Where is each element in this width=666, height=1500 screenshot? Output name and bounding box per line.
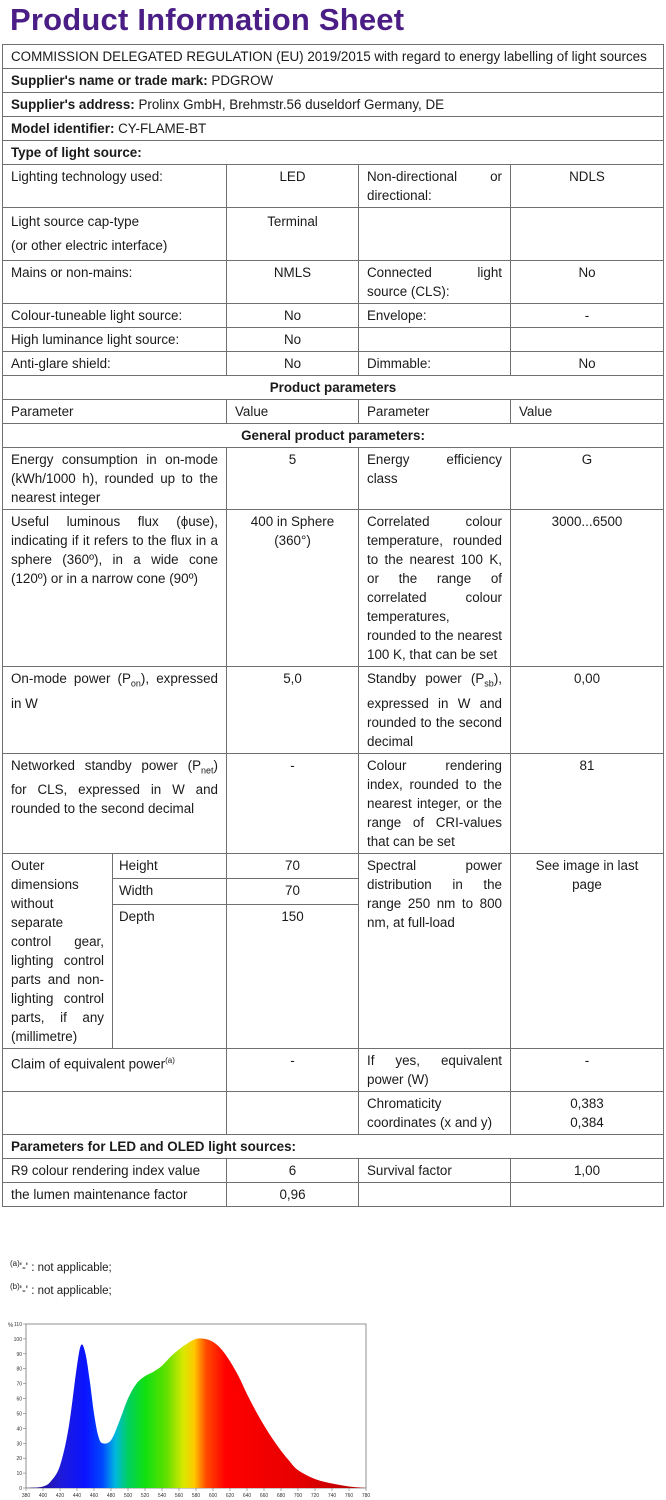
x-tick-label: 640	[242, 1493, 252, 1499]
r9-label: R9 colour rendering index value	[3, 1158, 227, 1182]
survival-value: 1,00	[511, 1158, 664, 1182]
x-tick-label: 740	[327, 1493, 337, 1499]
pon-label: On-mode power $(P_{on})$, expressed in W	[3, 667, 227, 754]
model-value: CY-FLAME-BT	[118, 121, 207, 136]
y-axis-label: %	[8, 1323, 14, 1329]
y-tick-label: 50	[16, 1411, 22, 1418]
eclass-label: Energy efficiency class	[359, 448, 511, 510]
footnote-b	[10, 1282, 112, 1297]
cls-label: Connected light source (CLS):	[359, 261, 511, 304]
cap-label: Light source cap-type	[11, 214, 140, 229]
glare-label: Anti-glare shield:	[3, 352, 227, 376]
cri-label: Colour rendering index, rounded to the nearest integer, or the range of CRI-values that can be set	[359, 753, 511, 853]
claim-row	[3, 1048, 664, 1091]
supplier-label: Supplier's name or trade mark:	[11, 73, 208, 88]
mains-label: Mains or non-mains:	[3, 261, 227, 304]
tech-label: Lighting technology used:	[3, 165, 227, 208]
col-value-2: Value	[511, 400, 664, 424]
column-header-row	[3, 400, 664, 424]
supplier-value: PDGROW	[211, 73, 274, 88]
address-row	[3, 93, 664, 117]
product-parameters-row	[3, 376, 664, 400]
mains-value: NMLS	[227, 261, 359, 304]
x-tick-label: 680	[276, 1493, 286, 1499]
pnet-label: Networked standby power $(P_{net})$ for CLS, expressed in W and rounded to the second decimal	[3, 753, 227, 853]
env-value: -	[511, 304, 664, 328]
env-label: Envelope:	[359, 304, 511, 328]
page-title: Product Information Sheet	[10, 2, 405, 37]
x-tick-label: 500	[123, 1493, 133, 1499]
y-tick-label: 60	[16, 1396, 22, 1403]
eclass-value: G	[511, 448, 664, 510]
spd-label: Spectral power distribution in the range 250 nm to 800 nm, at full-load	[359, 853, 511, 1048]
footnote-a	[10, 1259, 112, 1274]
tune-row	[3, 304, 664, 328]
y-tick-label: 100	[13, 1336, 22, 1343]
flux-label: Useful luminous flux (ϕuse), indicating if it refers to the flux in a sphere (360º), in a wide cone (120º) or in a narrow cone (90º)	[3, 510, 227, 667]
flux-row	[3, 510, 664, 667]
depth-label: Depth	[113, 904, 227, 1048]
x-tick-label: 780	[361, 1493, 371, 1499]
dir-value: NDLS	[511, 165, 664, 208]
chroma-x: 0,383	[570, 1095, 604, 1111]
x-tick-label: 440	[72, 1493, 82, 1499]
x-tick-label: 380	[21, 1493, 31, 1499]
model-row	[3, 117, 664, 141]
y-tick-label: 70	[16, 1381, 22, 1388]
r9-value: 6	[227, 1158, 359, 1182]
chroma-value	[511, 1091, 664, 1134]
cap-value: Terminal	[227, 208, 359, 261]
product-info-table	[2, 44, 664, 1207]
footnote-b-mark: (b)	[10, 1282, 20, 1291]
pnet-value: -	[227, 753, 359, 853]
pon-value: 5,0	[227, 667, 359, 754]
lumen-label: the lumen maintenance factor	[3, 1182, 227, 1206]
led-header: Parameters for LED and OLED light sources:	[3, 1134, 664, 1158]
energy-label: Energy consumption in on-mode (kWh/1000 h), rounded up to the nearest integer	[3, 448, 227, 510]
glare-row	[3, 352, 664, 376]
spd-value: See image in last page	[511, 853, 664, 1048]
address-label: Supplier's address:	[11, 97, 135, 112]
cct-label: Correlated colour temperature, rounded to the nearest 100 K, or the range of correlated colour temperatures, rounded to the nearest 100 K, that can be set	[359, 510, 511, 667]
y-tick-label: 0	[19, 1486, 22, 1492]
width-value: 70	[227, 879, 359, 905]
height-value: 70	[227, 853, 359, 879]
general-header-row	[3, 424, 664, 448]
y-tick-label: 40	[16, 1426, 22, 1433]
x-tick-label: 580	[191, 1493, 201, 1499]
chroma-label: Chromaticity coordinates (x and y)	[359, 1091, 511, 1134]
equiv-label: If yes, equivalent power (W)	[359, 1048, 511, 1091]
type-header-row	[3, 141, 664, 165]
dimensions-row-height	[3, 853, 664, 879]
lumen-value: 0,96	[227, 1182, 359, 1206]
y-tick-label: 20	[16, 1456, 22, 1463]
depth-value: 150	[227, 904, 359, 1048]
hl-value: No	[227, 328, 359, 352]
x-tick-label: 520	[140, 1493, 150, 1499]
address-value: Prolinx GmbH, Brehmstr.56 duseldorf Germany, DE	[138, 97, 445, 112]
x-tick-label: 400	[38, 1493, 48, 1499]
hl-label: High luminance light source:	[3, 328, 227, 352]
y-tick-label: 30	[16, 1441, 22, 1448]
cap-row	[3, 208, 664, 261]
x-tick-label: 540	[157, 1493, 167, 1499]
energy-row	[3, 448, 664, 510]
tech-value: LED	[227, 165, 359, 208]
x-tick-label: 700	[293, 1493, 303, 1499]
general-header: General product parameters:	[3, 424, 664, 448]
x-tick-label: 600	[208, 1493, 218, 1499]
on-mode-power-row	[3, 667, 664, 754]
x-tick-label: 760	[344, 1493, 354, 1499]
flux-value: 400 in Sphere (360°)	[227, 510, 359, 667]
footnote-a-text: '-' : not applicable;	[19, 1261, 112, 1274]
y-tick-label: 10	[16, 1471, 22, 1478]
supplier-row	[3, 69, 664, 93]
psb-label: Standby power $(P_{sb})$, expressed in W and rounded to the second decimal	[359, 667, 511, 754]
chromaticity-row	[3, 1091, 664, 1134]
dir-label: Non-directional or directional:	[359, 165, 511, 208]
chroma-y: 0,384	[570, 1114, 604, 1130]
col-parameter-1: Parameter	[3, 400, 227, 424]
mains-row	[3, 261, 664, 304]
cct-value: 3000...6500	[511, 510, 664, 667]
product-parameters-header: Product parameters	[3, 376, 664, 400]
model-label: Model identifier:	[11, 121, 115, 136]
footnote-b-text: '-' : not applicable;	[19, 1284, 112, 1297]
x-tick-label: 660	[259, 1493, 269, 1499]
type-header: Type of light source:	[3, 141, 664, 165]
claim-value: -	[227, 1048, 359, 1091]
lumen-row	[3, 1182, 664, 1206]
y-tick-label: 80	[16, 1366, 22, 1373]
width-label: Width	[113, 879, 227, 905]
tune-label: Colour-tuneable light source:	[3, 304, 227, 328]
x-tick-label: 480	[106, 1493, 116, 1499]
regulation-text: COMMISSION DELEGATED REGULATION (EU) 2019/2015 with regard to energy labelling of light sources	[3, 45, 664, 69]
spectral-power-chart	[4, 1318, 374, 1500]
tune-value: No	[227, 304, 359, 328]
r9-row	[3, 1158, 664, 1182]
high-luminance-row	[3, 328, 664, 352]
col-value-1: Value	[227, 400, 359, 424]
y-tick-label: 90	[16, 1351, 22, 1358]
x-tick-label: 720	[310, 1493, 320, 1499]
psb-value: 0,00	[511, 667, 664, 754]
dims-label: Outer dimensions without separate control gear, lighting control parts and non-lighting control parts, if any (millimetre)	[3, 853, 113, 1048]
regulation-row	[3, 45, 664, 69]
x-tick-label: 460	[89, 1493, 99, 1499]
networked-standby-row	[3, 753, 664, 853]
led-header-row	[3, 1134, 664, 1158]
dim-label: Dimmable:	[359, 352, 511, 376]
dim-value: No	[511, 352, 664, 376]
x-tick-label: 420	[55, 1493, 65, 1499]
x-tick-label: 560	[174, 1493, 184, 1499]
energy-value: 5	[227, 448, 359, 510]
y-tick-label: 110	[14, 1322, 22, 1328]
tech-row	[3, 165, 664, 208]
glare-value: No	[227, 352, 359, 376]
col-parameter-2: Parameter	[359, 400, 511, 424]
x-tick-label: 620	[225, 1493, 235, 1499]
height-label: Height	[113, 853, 227, 879]
survival-label: Survival factor	[359, 1158, 511, 1182]
footnote-a-mark: (a)	[10, 1259, 20, 1268]
cap-label-2: (or other electric interface)	[11, 238, 168, 253]
cls-value: No	[511, 261, 664, 304]
claim-label: Claim of equivalent power$^{(a)}$	[3, 1048, 227, 1091]
equiv-value: -	[511, 1048, 664, 1091]
cri-value: 81	[511, 753, 664, 853]
